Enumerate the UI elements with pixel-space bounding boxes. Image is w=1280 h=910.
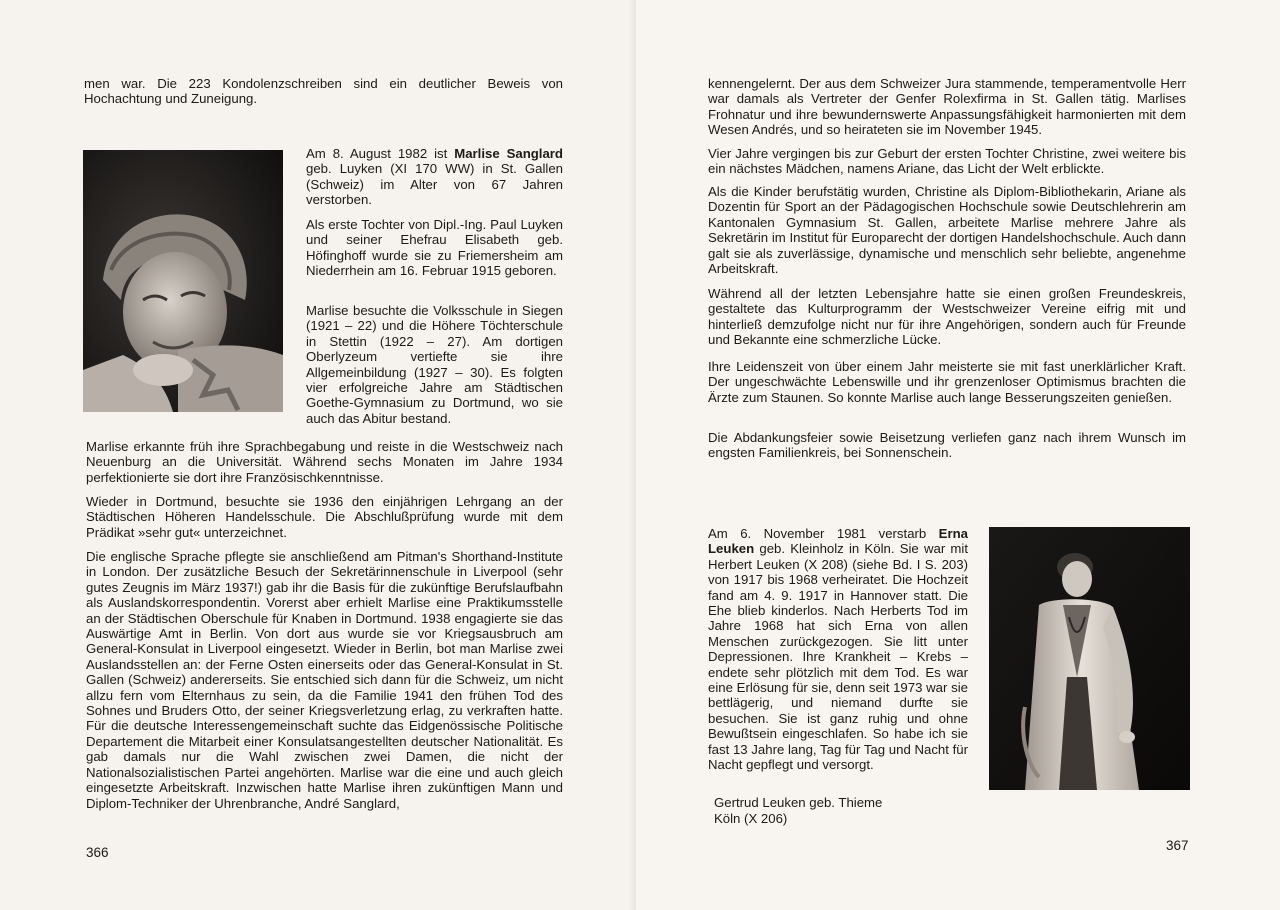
paragraph-marlise-children: Vier Jahre vergingen bis zur Geburt der ersten Tochter Christine, zwei weitere bis ein nächstes Mädchen, namens Ariane, das Licht der Welt erblickte. [708,146,1186,177]
paragraph-marlise-career: Die englische Sprache pflegte sie anschließend am Pitman's Shorthand-Institute in London. Der zusätzliche Besuch der Sekretärinnenschule in Liverpool (sehr gutes Zeugnis im März 1937!) gab ihr die Basis für die zukünftige Berufslaufbahn als Auslandskorrespondentin. Vorerst aber erhielt Marlise eine Praktikumsstelle an der Städtischen Oberschule für Knaben in Dortmund. 1938 engagierte sie das Auswärtige Amt in Berlin. Von dort aus wurde sie vor Kriegsausbruch am General-Konsulat in Liverpool eingesetzt. Wieder in Berlin, bot man Marlise zwei Auslandsstellen an: der Ferne Osten einerseits oder das General-Konsulat in St. Gallen (Schweiz) andererseits. Sie entschied sich dann für die Schweiz, um nicht allzu fern vom Elternhaus zu sein, da die Familie 1941 den frühen Tod des Sohnes und Bruders Otto, der seiner Kriegsverletzung erlag, zu verkraften hatte. Für die deutsche Interessengemeinschaft suchte das Eidgenössische Politische Departement die Mitarbeit einer Konsulatsangestellten deutscher Nationalität. Es gab damals nur die Wahl zwischen zwei Damen, die nicht der Nationalsozialistischen Partei angehörten. Marlise war die eine und auch gleich eingesetzte Arbeitskraft. Inzwischen hatte Marlise ihren zukünftigen Mann und Diplom-Techniker der Uhrenbranche, André Sanglard, [86,549,563,811]
text-run: geb. Luyken (XI 170 WW) in St. Gallen (Schweiz) im Alter von 67 Jahren verstorben. [306,161,563,208]
paragraph-marlise-friends: Während all der letzten Lebensjahre hatte sie einen großen Freundeskreis, gestaltete das Kulturprogramm der Westschweizer Vereine eifrig mit und hinterließ demzufolge nicht nur für ihre Angehörigen, sondern auch für Freunde und Bekannte eine schmerzliche Lücke. [708,286,1186,348]
signature-location: Köln (X 206) [714,811,788,826]
paragraph-erna-leuken [708,526,968,773]
signature-name: Gertrud Leuken geb. Thieme [714,795,883,810]
portrait-photo-erna [989,527,1190,790]
page-number-right: 367 [1166,838,1189,853]
paragraph-marlise-marriage: kennengelernt. Der aus dem Schweizer Jura stammende, temperamentvolle Herr war damals als Vertreter der Genfer Rolexfirma in St. Gallen tätig. Marlises Frohnatur und ihre bewundernswerte Anpassungsfähigkeit harmonierten mit dem Wesen Andrés, und so heirateten sie im November 1945. [708,76,1186,138]
person-name-erna: Erna Leuken [708,526,968,557]
paragraph-marlise-dortmund: Wieder in Dortmund, besuchte sie 1936 den einjährigen Lehrgang an der Städtischen Höheren Handelsschule. Die Abschlußprüfung wurde mit dem Prädikat »sehr gut« unterzeichnet. [86,494,563,540]
person-name-marlise: Marlise Sanglard [454,146,563,161]
right-page [636,0,1280,910]
paragraph-marlise-birth: Als erste Tochter von Dipl.-Ing. Paul Luyken und seiner Ehefrau Elisabeth geb. Höfinghoff wurde sie zu Friemersheim am Niederrhein am 16. Februar 1915 geboren. [306,217,563,279]
paragraph-marlise-school: Marlise besuchte die Volksschule in Siegen (1921 – 22) und die Höhere Töchterschule in Stettin (1922 – 27). Am dortigen Oberlyzeum vertiefte sie ihre Allgemeinbildung (1927 – 30). Es folgten vier erfolgreiche Jahre am Städtischen Goethe-Gymnasium zu Dortmund, wo sie auch das Abitur bestand. [306,303,563,426]
paragraph-marlise-work: Als die Kinder berufstätig wurden, Christine als Diplom-Bibliothekarin, Ariane als Dozentin für Sport an der Pädagogischen Hochschule sowie Deutschlehrerin am Kantonalen Gymnasium St. Gallen, arbeitete Marlise mehrere Jahre als Sekretärin im Institut für Europarecht der dortigen Handelshochschule. Auch dann galt sie als zuverlässige, dynamische und menschlich sehr beliebte, angenehme Arbeitskraft. [708,184,1186,277]
portrait-photo-marlise [83,150,283,412]
paragraph-marlise-funeral: Die Abdankungsfeier sowie Beisetzung verliefen ganz nach ihrem Wunsch im engsten Familienkreis, bei Sonnenschein. [708,430,1186,461]
page-number-left: 366 [86,845,109,860]
portrait-photo-erna-image [989,527,1190,790]
paragraph-marlise-illness: Ihre Leidenszeit von über einem Jahr meisterte sie mit fast unerklärlicher Kraft. Der ungeschwächte Lebenswille und ihr grenzenloser Optimismus brachten die Ärzte zum Staunen. So konnte Marlise auch lange Besserungszeiten genießen. [708,359,1186,405]
paragraph-marlise-death [306,146,563,208]
text-run: geb. Kleinholz in Köln. Sie war mit Herbert Leuken (X 208) (siehe Bd. I S. 203) von 1917 bis 1968 verheiratet. Die Hochzeit fand am 4. 9. 1917 in Hannover statt. Die Ehe blieb kinderlos. Nach Herberts Tod im Jahre 1968 hat sich Erna von allen Menschen zurückgezogen. Sie litt unter Depressionen. Ihre Krankheit – Krebs – endete sehr plötzlich mit dem Tod. Es war eine Erlösung für sie, denn seit 1973 war sie bettlägerig, und niemand durfte sie besuchen. Sie ist ganz ruhig und ohne Bewußtsein eingeschlafen. So habe ich sie fast 13 Jahre lang, Tag für Tag und Nacht für Nacht gepflegt und versorgt. [708,541,968,773]
text-run: Am 6. November 1981 verstarb [708,526,939,541]
portrait-photo-marlise-image [83,150,283,412]
left-page [0,0,636,910]
paragraph-intro: men war. Die 223 Kondolenzschreiben sind ein deutlicher Beweis von Hochachtung und Zuneigung. [84,76,563,107]
paragraph-marlise-language: Marlise erkannte früh ihre Sprachbegabung und reiste in die Westschweiz nach Neuenburg an die Universität. Während sechs Monaten im Jahre 1934 perfektionierte sie dort ihre Französischkenntnisse. [86,439,563,485]
text-run: Am 8. August 1982 ist [306,146,455,161]
